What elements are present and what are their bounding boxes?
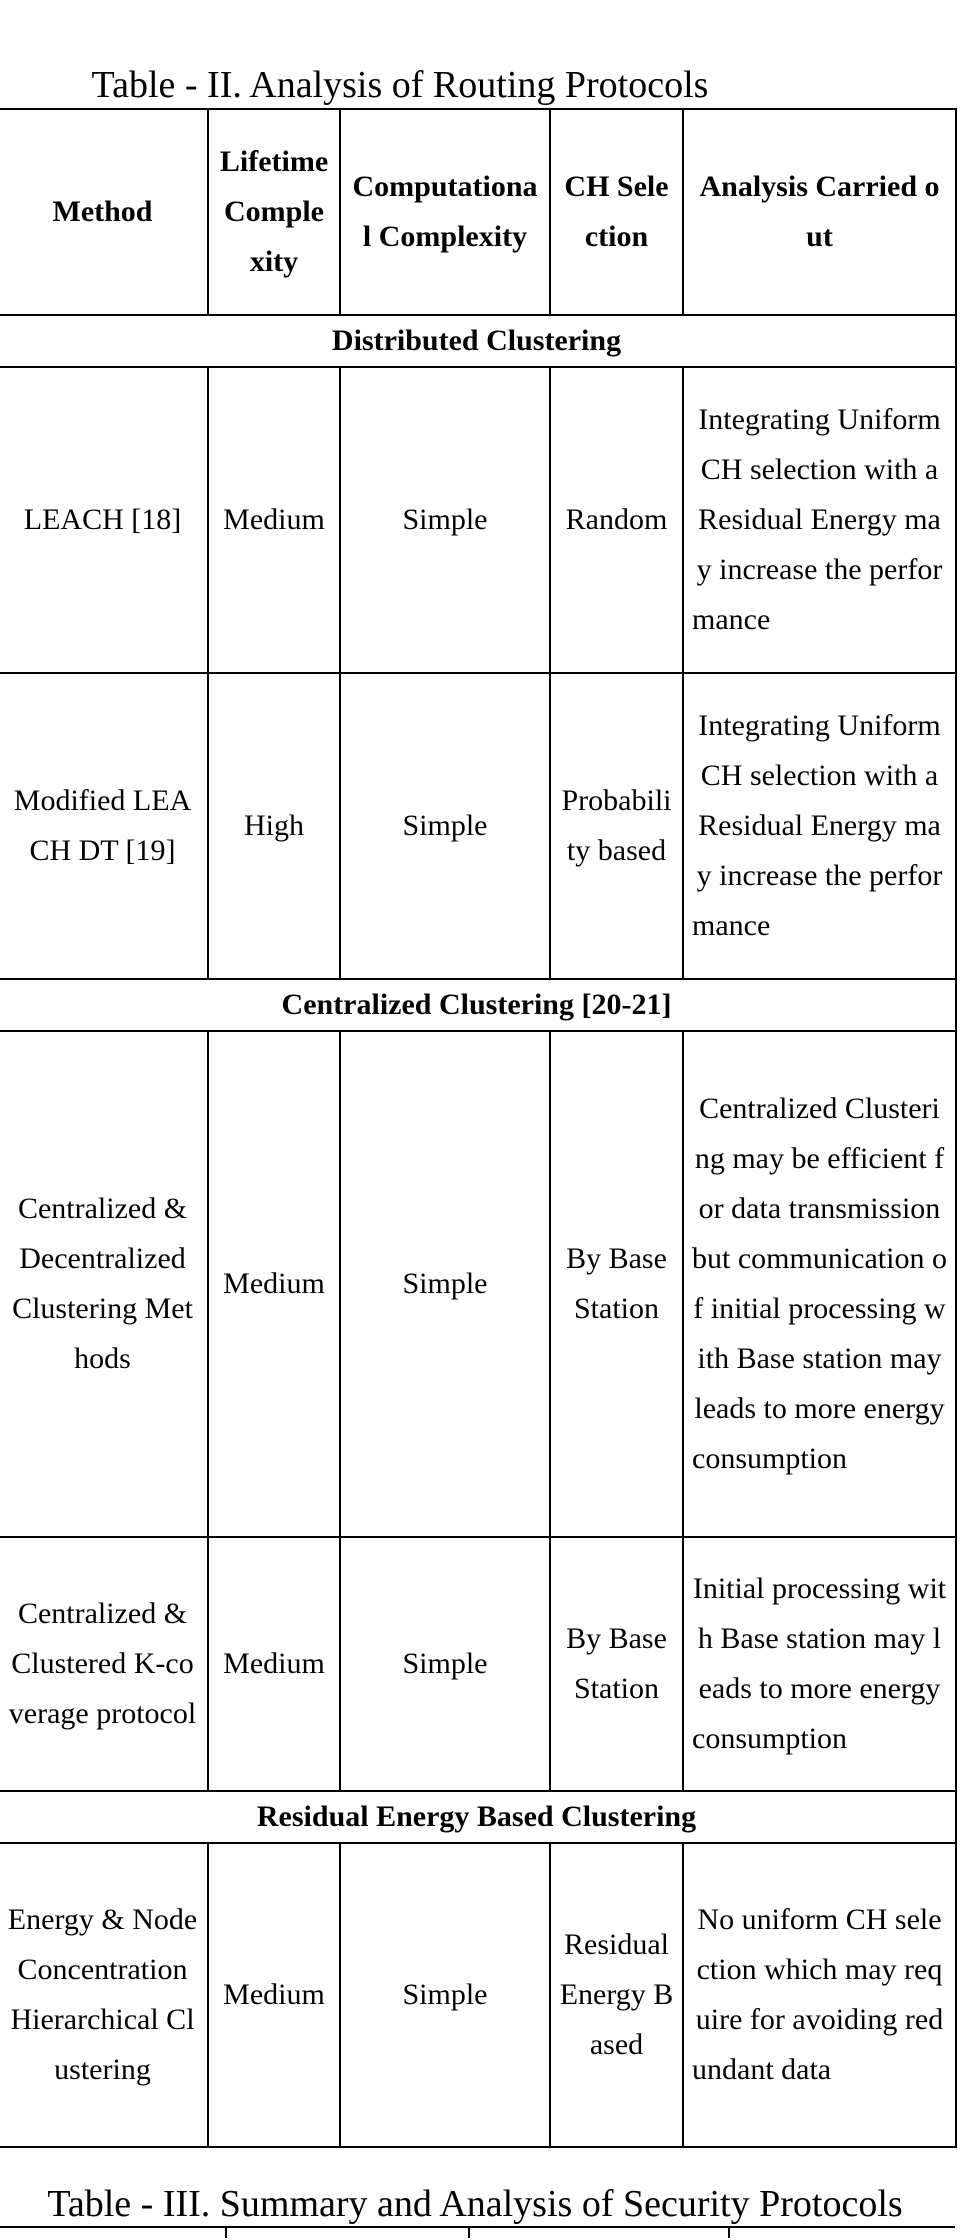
ch-selection-cell: By Base Station <box>550 1031 683 1537</box>
table-3-caption: Table - III. Summary and Analysis of Security Protocols <box>47 2183 903 2225</box>
table-2-caption: Table - II. Analysis of Routing Protocols <box>91 64 709 106</box>
table-3-top-border <box>0 2226 955 2240</box>
header-lifetime-complexity: Lifetime Complexity <box>208 109 340 315</box>
group-title-centralized: Centralized Clustering [20-21] <box>0 979 956 1031</box>
lifetime-cell: Medium <box>208 1537 340 1791</box>
table-row <box>0 1537 956 1791</box>
ch-selection-cell: Probability based <box>550 673 683 979</box>
computational-cell: Simple <box>340 1031 550 1537</box>
table-3-column-divider <box>468 2226 470 2238</box>
ch-selection-cell: Random <box>550 367 683 673</box>
table-3-column-divider <box>728 2226 730 2238</box>
group-row <box>0 315 956 367</box>
analysis-cell: No uniform CH selection which may require for avoiding redundant data <box>683 1843 956 2147</box>
analysis-cell: Initial processing with Base station may leads to more energy consumption <box>683 1537 956 1791</box>
method-cell: Modified LEACH DT [19] <box>0 673 208 979</box>
header-method: Method <box>0 109 208 315</box>
group-row <box>0 1791 956 1843</box>
header-computational-complexity: Computational Complexity <box>340 109 550 315</box>
table-3-column-divider <box>225 2226 227 2238</box>
header-ch-selection: CH Selection <box>550 109 683 315</box>
lifetime-cell: High <box>208 673 340 979</box>
analysis-cell: Integrating Uniform CH selection with a Residual Energy may increase the performance <box>683 367 956 673</box>
routing-protocols-table <box>0 108 957 2148</box>
computational-cell: Simple <box>340 1537 550 1791</box>
table-row <box>0 367 956 673</box>
analysis-cell: Centralized Clustering may be efficient for data transmission but communication of initial processing with Base station may leads to more energy consumption <box>683 1031 956 1537</box>
method-cell: Centralized & Clustered K-coverage protocol <box>0 1537 208 1791</box>
header-analysis: Analysis Carried out <box>683 109 956 315</box>
group-title-distributed: Distributed Clustering <box>0 315 956 367</box>
table-row <box>0 1031 956 1537</box>
method-cell: LEACH [18] <box>0 367 208 673</box>
group-title-residual-energy: Residual Energy Based Clustering <box>0 1791 956 1843</box>
computational-cell: Simple <box>340 1843 550 2147</box>
computational-cell: Simple <box>340 673 550 979</box>
ch-selection-cell: Residual Energy Based <box>550 1843 683 2147</box>
group-row <box>0 979 956 1031</box>
analysis-cell: Integrating Uniform CH selection with a Residual Energy may increase the performance <box>683 673 956 979</box>
method-cell: Centralized & Decentralized Clustering Methods <box>0 1031 208 1537</box>
lifetime-cell: Medium <box>208 1031 340 1537</box>
ch-selection-cell: By Base Station <box>550 1537 683 1791</box>
table-row <box>0 1843 956 2147</box>
table-header-row <box>0 109 956 315</box>
computational-cell: Simple <box>340 367 550 673</box>
method-cell: Energy & Node Concentration Hierarchical Clustering <box>0 1843 208 2147</box>
lifetime-cell: Medium <box>208 367 340 673</box>
lifetime-cell: Medium <box>208 1843 340 2147</box>
table-row <box>0 673 956 979</box>
